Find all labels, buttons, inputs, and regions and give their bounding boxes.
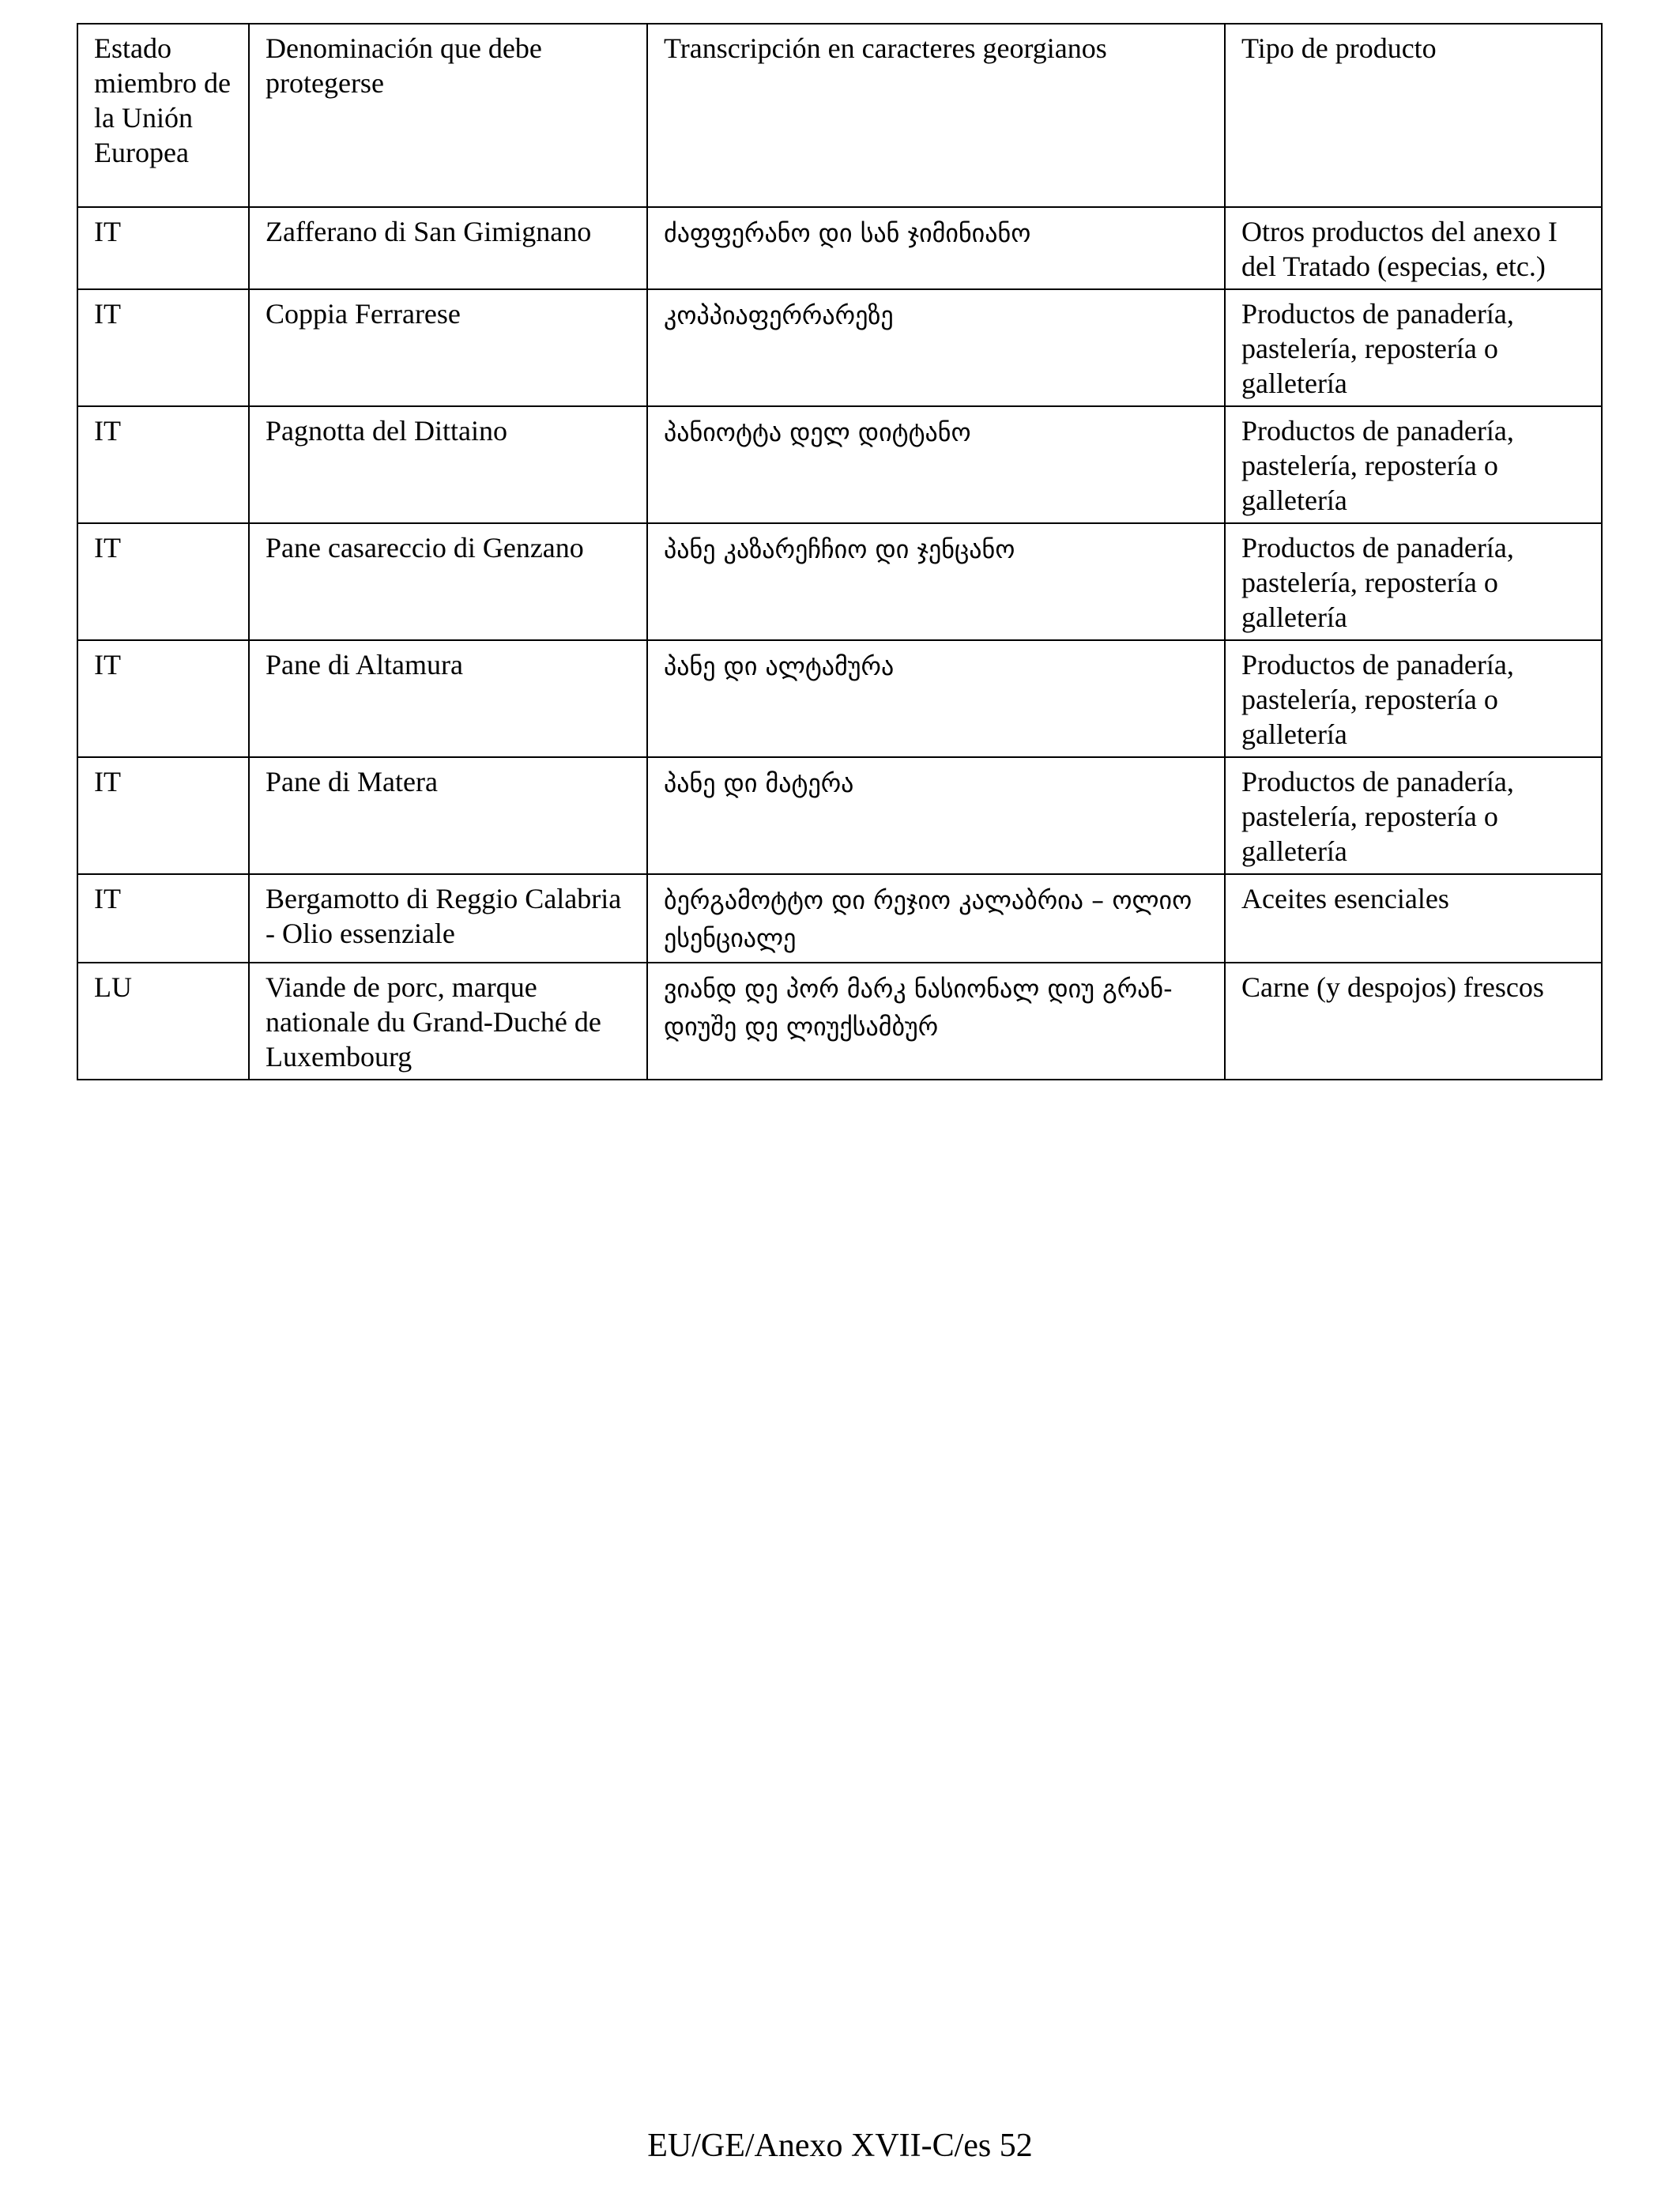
cell-product-type: Productos de panadería, pastelería, repostería o galletería	[1225, 289, 1602, 406]
cell-protected-name: Pane casareccio di Genzano	[249, 523, 647, 640]
table-row	[77, 963, 1602, 1080]
header-georgian-transcription: Transcripción en caracteres georgianos	[647, 24, 1225, 207]
cell-product-type: Carne (y despojos) frescos	[1225, 963, 1602, 1080]
cell-product-type: Productos de panadería, pastelería, repostería o galletería	[1225, 406, 1602, 523]
cell-protected-name: Pane di Altamura	[249, 640, 647, 757]
cell-protected-name: Coppia Ferrarese	[249, 289, 647, 406]
cell-georgian-transcription: პანე დი ალტამურა	[647, 640, 1225, 757]
cell-product-type: Aceites esenciales	[1225, 874, 1602, 963]
cell-member-state: IT	[77, 207, 249, 289]
table-row	[77, 874, 1602, 963]
table-row	[77, 207, 1602, 289]
table-row	[77, 757, 1602, 874]
cell-georgian-transcription: პანე დი მატერა	[647, 757, 1225, 874]
cell-georgian-transcription: ბერგამოტტო დი რეჯიო კალაბრია – ოლიო ესენციალე	[647, 874, 1225, 963]
cell-member-state: IT	[77, 874, 249, 963]
cell-member-state: IT	[77, 757, 249, 874]
header-member-state: Estado miembro de la Unión Europea	[77, 24, 249, 207]
cell-georgian-transcription: ვიანდ დე პორ მარკ ნასიონალ დიუ გრან-დიუშე დე ლიუქსამბურ	[647, 963, 1225, 1080]
table-row	[77, 406, 1602, 523]
table-row	[77, 289, 1602, 406]
table-row	[77, 523, 1602, 640]
cell-product-type: Otros productos del anexo I del Tratado (especias, etc.)	[1225, 207, 1602, 289]
cell-georgian-transcription: პანიოტტა დელ დიტტანო	[647, 406, 1225, 523]
cell-protected-name: Pane di Matera	[249, 757, 647, 874]
cell-protected-name: Zafferano di San Gimignano	[249, 207, 647, 289]
table-header-row	[77, 24, 1602, 207]
cell-member-state: IT	[77, 523, 249, 640]
cell-georgian-transcription: პანე კაზარეჩჩიო დი ჯენცანო	[647, 523, 1225, 640]
cell-product-type: Productos de panadería, pastelería, repostería o galletería	[1225, 757, 1602, 874]
header-protected-name: Denominación que debe protegerse	[249, 24, 647, 207]
cell-protected-name: Pagnotta del Dittaino	[249, 406, 647, 523]
geographical-indications-table	[77, 23, 1603, 1080]
cell-product-type: Productos de panadería, pastelería, repostería o galletería	[1225, 640, 1602, 757]
cell-protected-name: Viande de porc, marque nationale du Grand-Duché de Luxembourg	[249, 963, 647, 1080]
cell-georgian-transcription: ძაფფერანო დი სან ჯიმინიანო	[647, 207, 1225, 289]
header-product-type: Tipo de producto	[1225, 24, 1602, 207]
cell-protected-name: Bergamotto di Reggio Calabria - Olio essenziale	[249, 874, 647, 963]
cell-member-state: LU	[77, 963, 249, 1080]
table-row	[77, 640, 1602, 757]
cell-member-state: IT	[77, 406, 249, 523]
cell-georgian-transcription: კოპპიაფერრარეზე	[647, 289, 1225, 406]
cell-product-type: Productos de panadería, pastelería, repostería o galletería	[1225, 523, 1602, 640]
page-footer-reference: EU/GE/Anexo XVII-C/es 52	[647, 2128, 1033, 2164]
cell-member-state: IT	[77, 640, 249, 757]
cell-member-state: IT	[77, 289, 249, 406]
